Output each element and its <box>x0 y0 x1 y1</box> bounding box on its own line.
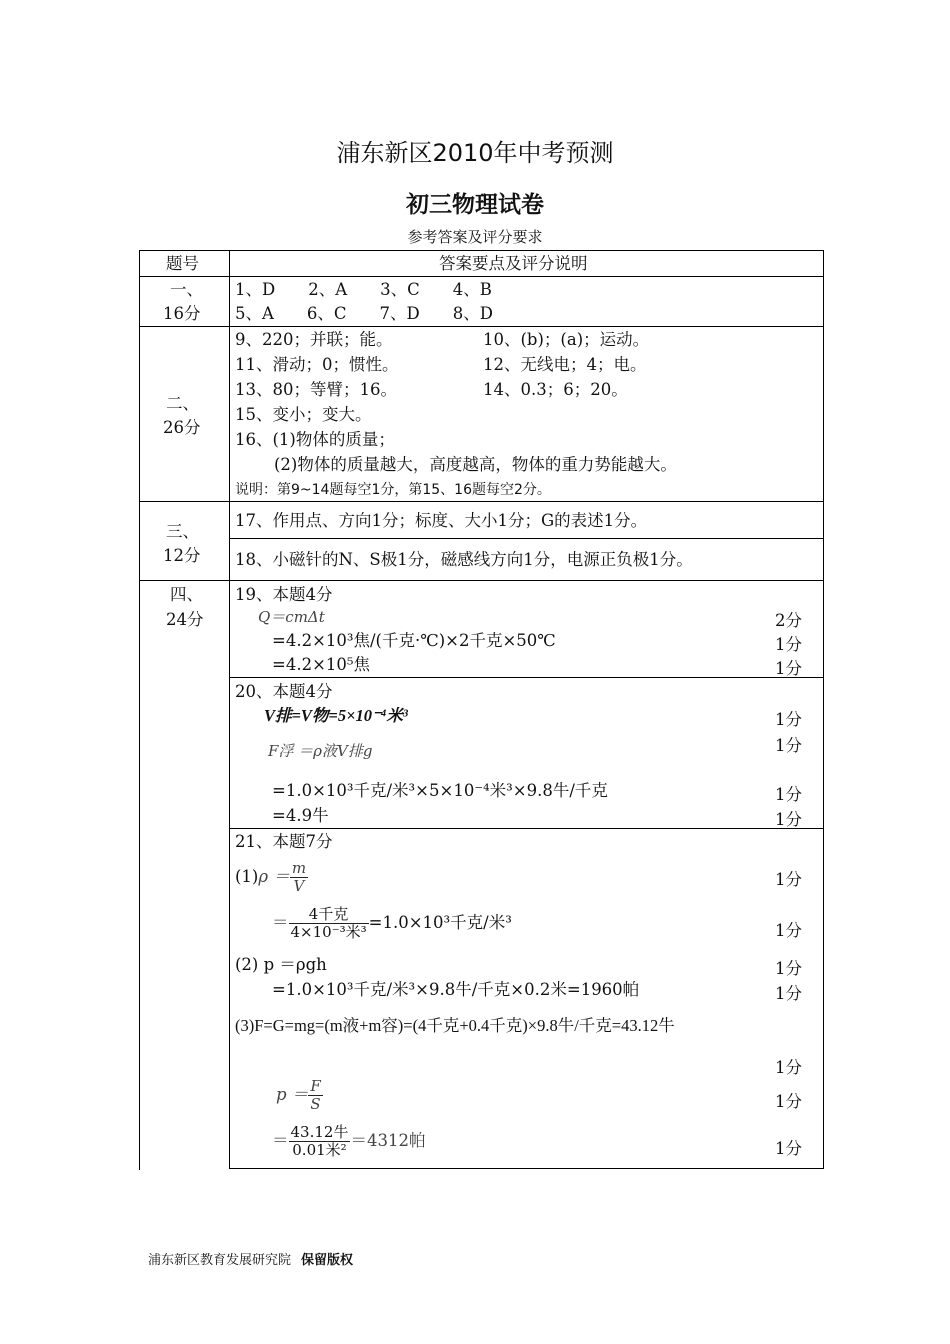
q21-part2-step: =1.0×10³千克/米³×9.8牛/千克×0.2米=1960帕 <box>272 980 640 999</box>
answer-q17: 17、作用点、方向1分；标度、大小1分；G的表述1分。 <box>235 511 648 530</box>
q21-points-7: 1分 <box>775 1139 802 1158</box>
page-footer <box>148 1249 353 1268</box>
page-subtitle: 初三物理试卷 <box>406 192 544 218</box>
footer-organization: 浦东新区教育发展研究院 <box>148 1253 292 1268</box>
section-3-score: 12分 <box>163 546 201 565</box>
section-2-note: 说明：第9~14题每空1分，第15、16题每空2分。 <box>235 482 551 498</box>
mc-answers-row-1: 1、D 2、A 3、C 4、B <box>235 280 492 299</box>
q21-points-2: 1分 <box>775 921 802 940</box>
answer-q15: 15、变小；变大。 <box>235 405 372 424</box>
page-title: 浦东新区2010年中考预测 <box>336 139 614 167</box>
answer-q12: 12、无线电；4；电。 <box>483 355 647 374</box>
section-4-score: 24分 <box>166 610 204 629</box>
q20-points-4: 1分 <box>775 810 802 829</box>
q21-part1-calc: ＝ $\frac{\text{4千克}}{\text{4×10⁻³米³}}$ =1.0×10³千克/米³ <box>272 905 512 941</box>
answer-caption: 参考答案及评分要求 <box>407 228 543 246</box>
q19-formula: Q＝cmΔt <box>258 608 325 626</box>
q20-volume-line: V排=V物=5×10⁻⁴米³ <box>264 706 408 725</box>
q19-heading: 19、本题4分 <box>235 585 333 604</box>
q19-step2: =4.2×10⁵焦 <box>272 655 371 674</box>
answer-q14: 14、0.3；6；20。 <box>483 380 628 399</box>
answer-q18: 18、小磁针的N、S极1分，磁感线方向1分，电源正负极1分。 <box>235 550 693 569</box>
section-1-score: 16分 <box>163 304 201 323</box>
q21-points-4: 1分 <box>775 984 802 1003</box>
answer-q10: 10、(b)；(a)；运动。 <box>483 330 650 349</box>
pressure-value-fraction: $\frac{\text{43.12牛}}{\text{0.01米²}}$ <box>290 1123 349 1159</box>
q21-points-1: 1分 <box>775 870 802 889</box>
section-1-label: 一、 <box>170 280 203 299</box>
section-2-score: 26分 <box>163 418 201 437</box>
header-answer-points: 答案要点及评分说明 <box>439 254 588 273</box>
q21-part2-formula: (2) p ＝ρgh <box>235 955 327 974</box>
q21-points-5: 1分 <box>775 1058 802 1077</box>
q19-points-3: 1分 <box>775 659 802 678</box>
answer-q16-part1: 16、(1)物体的质量； <box>235 430 395 449</box>
density-fraction: $\frac{m}{V}$ <box>291 859 307 895</box>
mc-answers-row-2: 5、A 6、C 7、D 8、D <box>235 304 493 323</box>
q20-points-2: 1分 <box>775 736 802 755</box>
q21-points-3: 1分 <box>775 959 802 978</box>
q21-heading: 21、本题7分 <box>235 832 333 851</box>
q21-part1-density: (1)ρ ＝ $\frac{m}{V}$ <box>235 859 307 895</box>
q20-points-3: 1分 <box>775 785 802 804</box>
q19-points-2: 1分 <box>775 635 802 654</box>
q19-points-1: 2分 <box>775 611 802 630</box>
answer-q16-part2: (2)物体的质量越大，高度越高，物体的重力势能越大。 <box>274 455 677 474</box>
q20-step1: =1.0×10³千克/米³×5×10⁻⁴米³×9.8牛/千克 <box>272 781 608 800</box>
q21-part3-force: (3)F=G=mg=(m液+m容)=(4千克+0.4千克)×9.8牛/千克=43.12牛 <box>235 1016 675 1035</box>
q19-step1: =4.2×10³焦/(千克·℃)×2千克×50℃ <box>272 631 556 650</box>
answer-q11: 11、滑动；0；惯性。 <box>235 355 399 374</box>
q20-step2: =4.9牛 <box>272 806 329 825</box>
section-3-label: 三、 <box>166 522 199 541</box>
answer-q13: 13、80；等臂；16。 <box>235 380 397 399</box>
footer-copyright: 保留版权 <box>301 1253 354 1268</box>
q21-part3-pressure-formula: p ＝ $\frac{F}{S}$ <box>276 1077 321 1113</box>
mass-volume-fraction: $\frac{\text{4千克}}{\text{4×10⁻³米³}}$ <box>290 905 367 941</box>
section-4-label: 四、 <box>170 585 203 604</box>
q20-points-1: 1分 <box>775 710 802 729</box>
q21-points-6: 1分 <box>775 1092 802 1111</box>
answer-q9: 9、220；并联；能。 <box>235 330 393 349</box>
pressure-fraction: $\frac{F}{S}$ <box>310 1077 321 1113</box>
section-2-label: 二、 <box>166 394 199 413</box>
q20-buoyancy-formula: F浮 ＝ρ液V排g <box>268 742 373 760</box>
q20-heading: 20、本题4分 <box>235 682 333 701</box>
q21-part3-pressure-calc: ＝ $\frac{\text{43.12牛}}{\text{0.01米²}}$ ＝4312帕 <box>272 1123 426 1159</box>
header-question-number: 题号 <box>166 254 199 273</box>
